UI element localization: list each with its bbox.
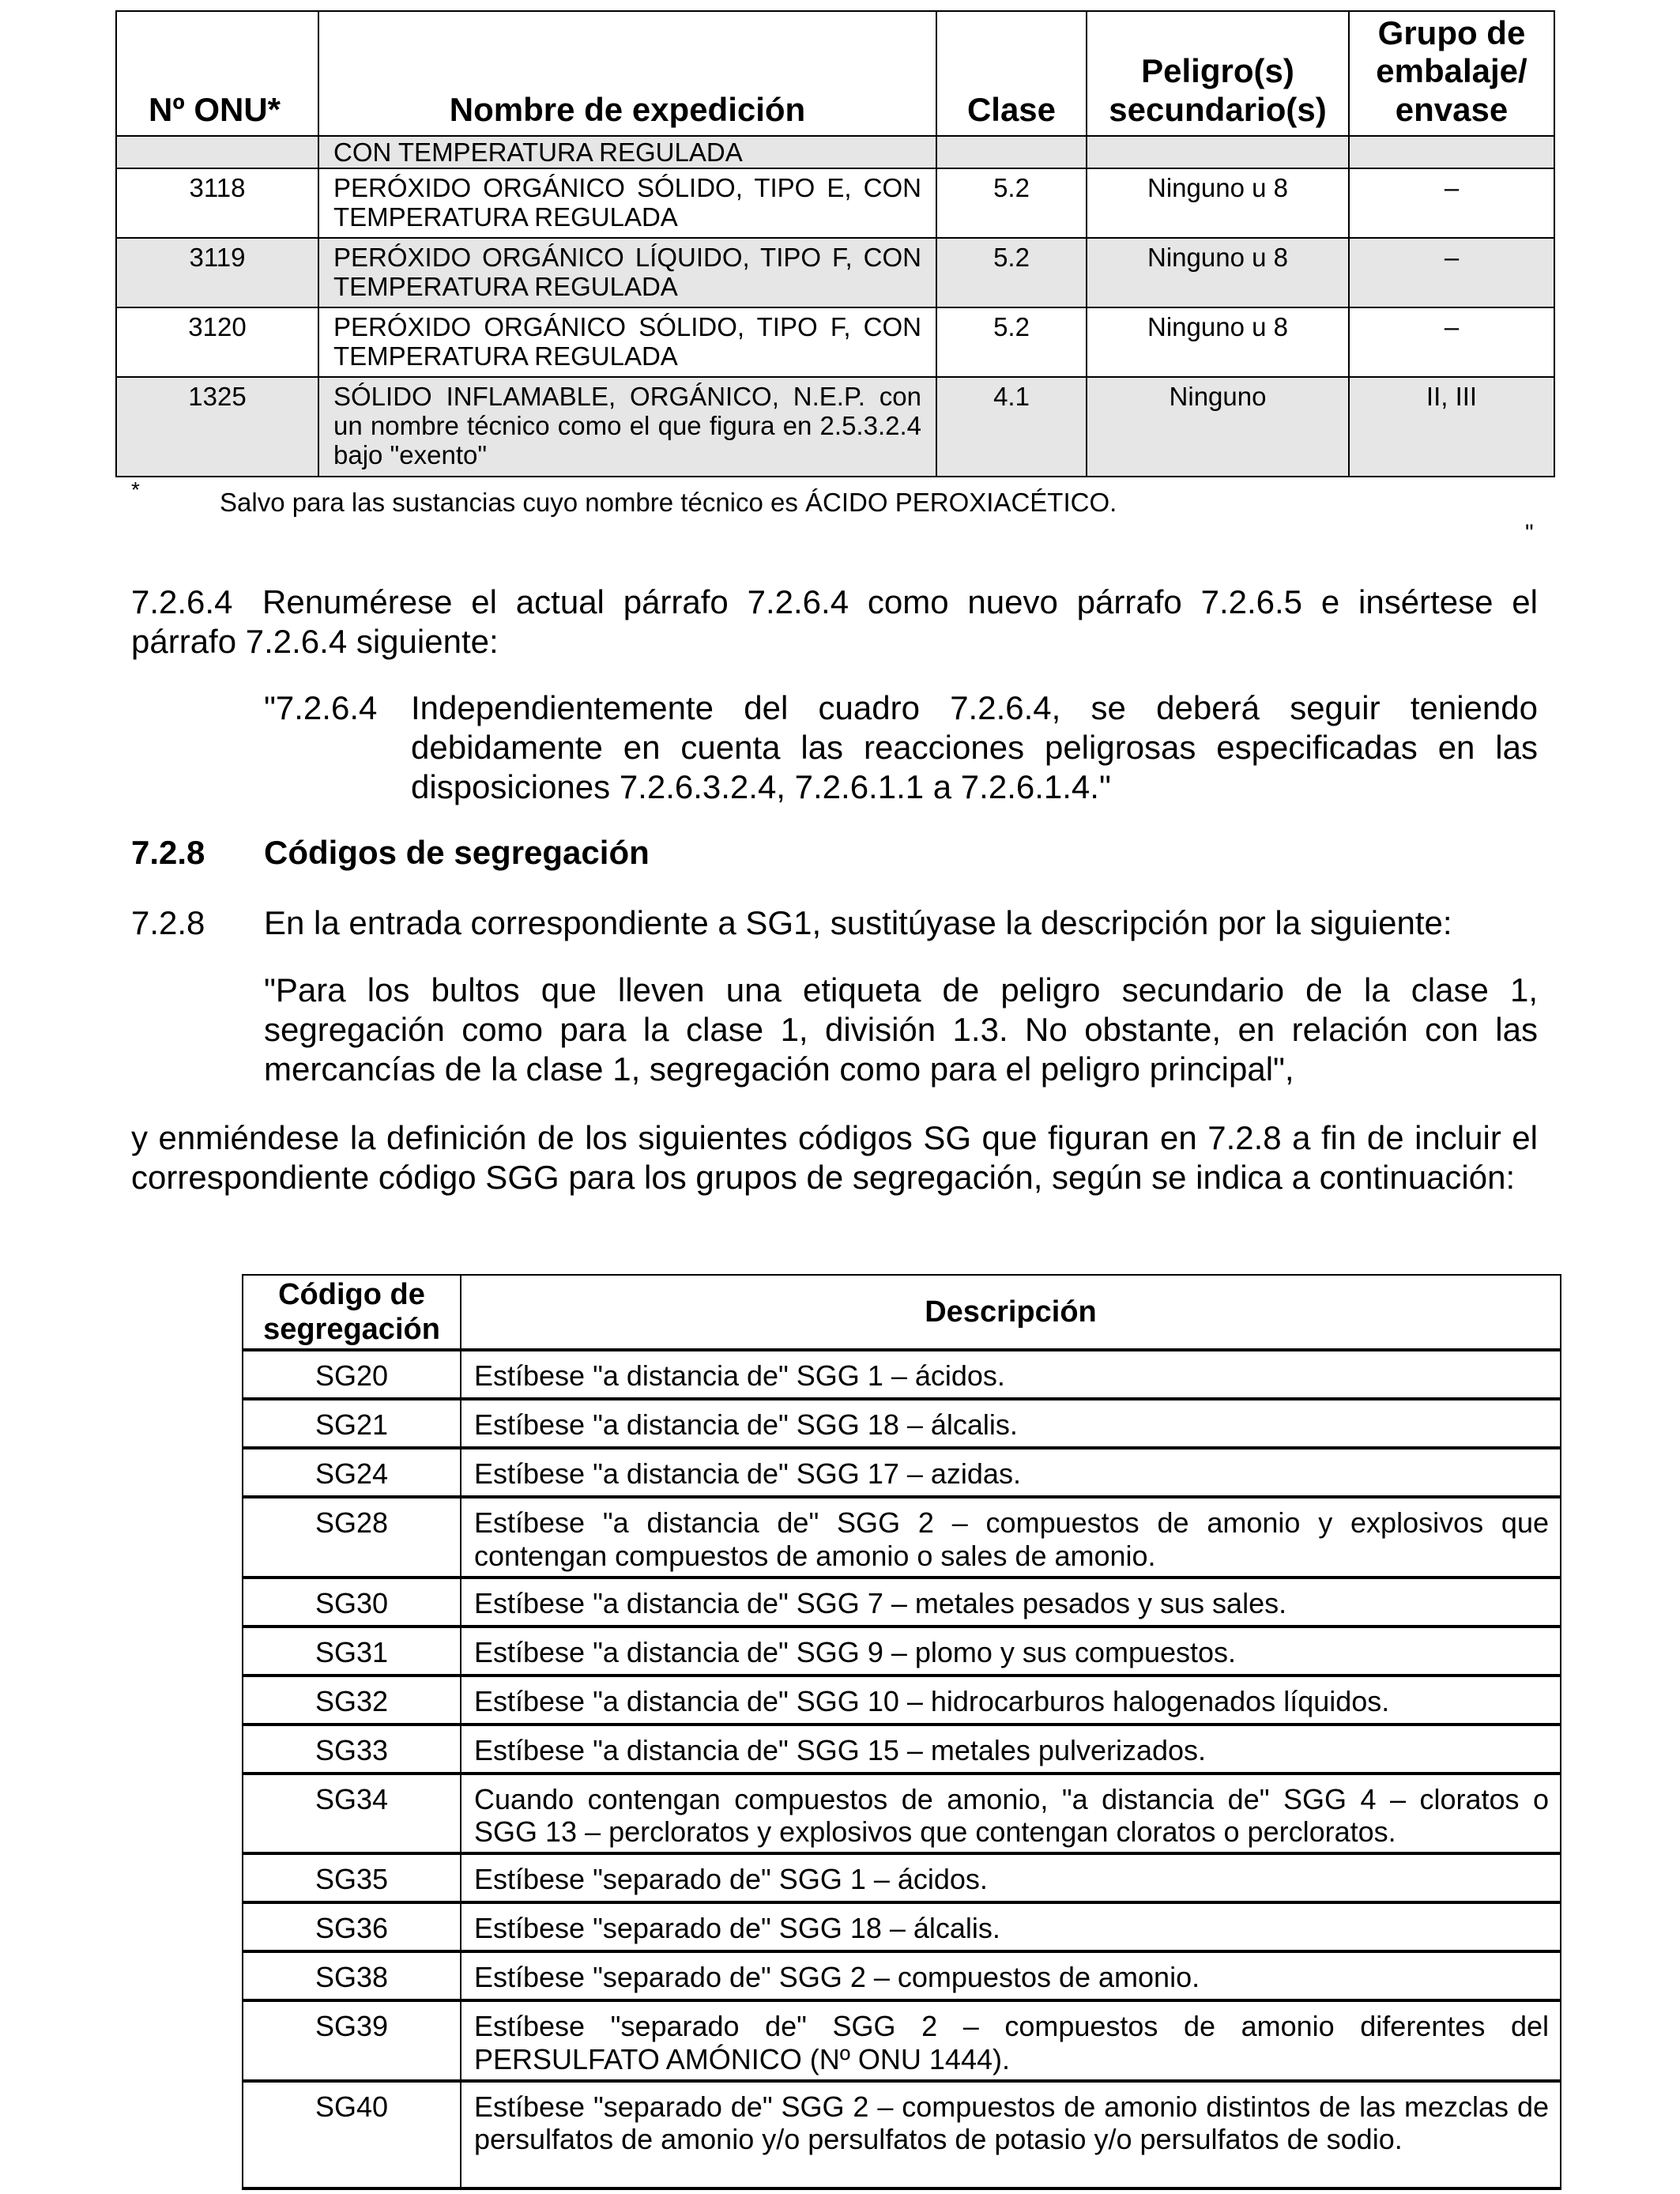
un-number: 3118 (116, 168, 318, 238)
footnote-mark: * (131, 477, 140, 502)
header-subsidiary-risk-line1: Peligro(s) (1141, 52, 1294, 90)
segregation-description: Estíbese "separado de" SGG 2 – compuestos de amonio. (461, 1951, 1561, 2000)
un-number: 3120 (116, 307, 318, 377)
segregation-description: Estíbese "a distancia de" SGG 9 – plomo y sus compuestos. (461, 1627, 1561, 1676)
table-row (243, 1497, 1561, 1578)
table-row (243, 1774, 1561, 1854)
segregation-description: Estíbese "separado de" SGG 18 – álcalis. (461, 1902, 1561, 1951)
segregation-description: Estíbese "a distancia de" SGG 17 – azidas. (461, 1448, 1561, 1497)
segregation-code: SG31 (243, 1627, 461, 1676)
segregation-description: Estíbese "a distancia de" SGG 10 – hidrocarburos halogenados líquidos. (461, 1676, 1561, 1725)
header-code-line2: segregación (263, 1313, 440, 1347)
packing-group: II, III (1349, 377, 1554, 477)
segregation-code: SG21 (243, 1399, 461, 1448)
table-row (243, 2000, 1561, 2081)
class: 5.2 (936, 238, 1087, 307)
table-row (243, 1350, 1561, 1399)
segregation-code: SG34 (243, 1774, 461, 1854)
table-row (116, 238, 1554, 307)
table-row (243, 1853, 1561, 1902)
paragraph-number: 7.2.6.4 (131, 583, 233, 620)
un-number: 3119 (116, 238, 318, 307)
paragraph-text: Independientemente del cuadro 7.2.6.4, se deberá seguir teniendo debidamente en cuenta las reacciones peligrosas especificadas en las disposiciones 7.2.6.3.2.4, 7.2.6.1.1 a 7.2.6.1.4." (411, 689, 1538, 805)
segregation-code: SG35 (243, 1853, 461, 1902)
header-un-number: Nº ONU* (116, 11, 318, 136)
segregation-description: Estíbese "a distancia de" SGG 7 – metales pesados y sus sales. (461, 1578, 1561, 1627)
segregation-description: Estíbese "a distancia de" SGG 15 – metales pulverizados. (461, 1725, 1561, 1774)
heading-number: 7.2.8 (131, 834, 205, 871)
shipping-name: PERÓXIDO ORGÁNICO SÓLIDO, TIPO E, CON TEMPERATURA REGULADA (318, 168, 936, 238)
table-row (243, 1578, 1561, 1627)
segregation-description: Estíbese "a distancia de" SGG 18 – álcalis. (461, 1399, 1561, 1448)
closing-quote: " (1525, 520, 1534, 546)
packing-group: – (1349, 168, 1554, 238)
segregation-description: Cuando contengan compuestos de amonio, "a distancia de" SGG 4 – cloratos o SGG 13 – percloratos y explosivos que contengan cloratos o percloratos. (461, 1774, 1561, 1854)
table-row (243, 1448, 1561, 1497)
table-row (243, 2081, 1561, 2188)
paragraph-renumber (131, 582, 1538, 662)
packing-group: – (1349, 307, 1554, 377)
table-row-continuation (116, 136, 1554, 168)
segregation-code: SG30 (243, 1578, 461, 1627)
paragraph-text: En la entrada correspondiente a SG1, sustitúyase la descripción por la siguiente: (264, 904, 1452, 941)
quoted-description: "Para los bultos que lleven una etiqueta de peligro secundario de la clase 1, segregación como para la clase 1, división 1.3. No obstante, en relación con las mercancías de la clase 1, segregación como para el peligro principal", (264, 971, 1538, 1088)
table-row (243, 1951, 1561, 2000)
header-packing-group-line1: Grupo de (1377, 14, 1526, 52)
subsidiary-risk: Ninguno u 8 (1087, 238, 1349, 307)
segregation-code: SG36 (243, 1902, 461, 1951)
segregation-description: Estíbese "separado de" SGG 2 – compuestos de amonio distintos de las mezclas de persulfatos de amonio y/o persulfatos de potasio y/o persulfatos de sodio. (461, 2081, 1561, 2188)
dangerous-goods-table (115, 10, 1555, 477)
class: 5.2 (936, 307, 1087, 377)
table-row (116, 168, 1554, 238)
segregation-code: SG33 (243, 1725, 461, 1774)
table-row (243, 1399, 1561, 1448)
paragraph-amend: y enmiéndese la definición de los siguientes códigos SG que figuran en 7.2.8 a fin de incluir el correspondiente código SGG para los grupos de segregación, según se indica a continuación: (131, 1119, 1538, 1196)
table-row (116, 377, 1554, 477)
un-number: 1325 (116, 377, 318, 477)
subsidiary-risk: Ninguno u 8 (1087, 307, 1349, 377)
shipping-name: SÓLIDO INFLAMABLE, ORGÁNICO, N.E.P. con un nombre técnico como el que figura en 2.5.3.2.4 bajo "exento" (318, 377, 936, 477)
table-row (243, 1725, 1561, 1774)
header-subsidiary-risk (1087, 11, 1349, 136)
header-subsidiary-risk-line2: secundario(s) (1109, 90, 1327, 128)
table-row (243, 1902, 1561, 1951)
header-shipping-name: Nombre de expedición (318, 11, 936, 136)
subsidiary-risk: Ninguno (1087, 377, 1349, 477)
header-packing-group-line2: embalaje/ (1376, 52, 1527, 90)
table-row (243, 1676, 1561, 1725)
segregation-code: SG32 (243, 1676, 461, 1725)
class: 4.1 (936, 377, 1087, 477)
section-heading (131, 834, 650, 872)
header-class: Clase (936, 11, 1087, 136)
segregation-codes-table (242, 1274, 1561, 2190)
header-code-line1: Código de (278, 1278, 425, 1311)
table-row (116, 307, 1554, 377)
segregation-code: SG40 (243, 2081, 461, 2188)
segregation-description: Estíbese "a distancia de" SGG 1 – ácidos. (461, 1350, 1561, 1399)
segregation-code: SG39 (243, 2000, 461, 2081)
heading-text: Códigos de segregación (264, 834, 650, 871)
footnote-text: Salvo para las sustancias cuyo nombre técnico es ÁCIDO PEROXIACÉTICO. (220, 488, 1117, 517)
segregation-description: Estíbese "separado de" SGG 2 – compuestos de amonio diferentes del PERSULFATO AMÓNICO (Nº ONU 1444). (461, 2000, 1561, 2081)
paragraph-text: Renumérese el actual párrafo 7.2.6.4 como nuevo párrafo 7.2.6.5 e insértese el párrafo 7.2.6.4 siguiente: (131, 583, 1538, 660)
paragraph-number: "7.2.6.4 (264, 689, 378, 726)
quoted-paragraph-7264 (264, 688, 1538, 807)
segregation-description: Estíbese "separado de" SGG 1 – ácidos. (461, 1853, 1561, 1902)
continuation-text: CON TEMPERATURA REGULADA (318, 136, 936, 168)
header-packing-group-line3: envase (1395, 90, 1509, 128)
header-packing-group (1349, 11, 1554, 136)
segregation-code: SG24 (243, 1448, 461, 1497)
segregation-description: Estíbese "a distancia de" SGG 2 – compuestos de amonio y explosivos que contengan compuestos de amonio o sales de amonio. (461, 1497, 1561, 1578)
subsidiary-risk: Ninguno u 8 (1087, 168, 1349, 238)
shipping-name: PERÓXIDO ORGÁNICO SÓLIDO, TIPO F, CON TEMPERATURA REGULADA (318, 307, 936, 377)
paragraph-sg1 (131, 903, 1538, 943)
segregation-code: SG38 (243, 1951, 461, 2000)
header-description: Descripción (461, 1275, 1561, 1350)
paragraph-number: 7.2.8 (131, 904, 205, 941)
segregation-code: SG20 (243, 1350, 461, 1399)
segregation-code: SG28 (243, 1497, 461, 1578)
header-segregation-code (243, 1275, 461, 1350)
table-row (243, 1627, 1561, 1676)
class: 5.2 (936, 168, 1087, 238)
packing-group: – (1349, 238, 1554, 307)
shipping-name: PERÓXIDO ORGÁNICO LÍQUIDO, TIPO F, CON TEMPERATURA REGULADA (318, 238, 936, 307)
